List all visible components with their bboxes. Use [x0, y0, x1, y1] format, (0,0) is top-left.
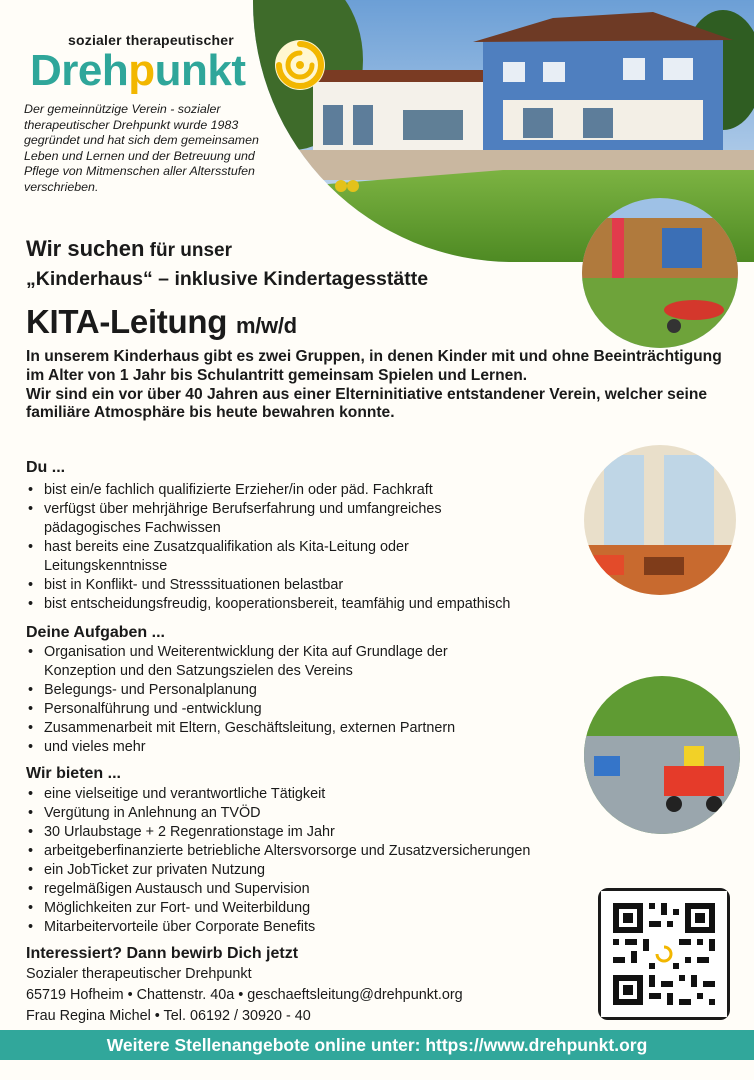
list-item: • bist entscheidungsfreudig, kooperationsbereit, teamfähig und empathisch — [26, 595, 654, 614]
description-paragraph: In unserem Kinderhaus gibt es zwei Gruppen, in denen Kinder mit und ohne Beeinträchtigung im Alter von 1 Jahr bis Schulantritt gemeinsam Spielen und Lernen. — [26, 348, 722, 384]
list-item: • Möglichkeiten zur Fort- und Weiterbildung — [26, 899, 666, 918]
list-item: • Mitarbeitervorteile über Corporate Benefits — [26, 918, 666, 937]
section-title-du: Du ... — [26, 459, 66, 476]
position-title: KITA-Leitung m/w/d — [26, 303, 297, 340]
contact-address[interactable]: 65719 Hofheim • Chattenstr. 40a • geschaeftsleitung@drehpunkt.org — [26, 987, 463, 1003]
list-bieten — [26, 785, 666, 937]
list-item: • eine vielseitige und verantwortliche Tätigkeit — [26, 785, 666, 804]
list-item: • arbeitgeberfinanzierte betriebliche Altersvorsorge und Zusatzversicherungen — [26, 842, 666, 861]
logo-tagline: sozialer therapeutischer — [68, 32, 234, 48]
contact-org: Sozialer therapeutischer Drehpunkt — [26, 966, 252, 982]
list-item: • Zusammenarbeit mit Eltern, Geschäftsleitung, externen Partnern — [26, 719, 586, 738]
contact-headline: Interessiert? Dann bewirb Dich jetzt — [26, 945, 299, 962]
headline-kinderhaus: „Kinderhaus“ – inklusive Kindertagesstätte — [26, 268, 429, 290]
logo-swirl-icon — [272, 38, 328, 92]
list-aufgaben — [26, 643, 586, 757]
description-paragraph: Wir sind ein vor über 40 Jahren aus einer Elterninitiative entstandener Verein, welcher seine familiäre Atmosphäre bis heute bewahren konnte. — [26, 385, 708, 422]
list-item: • Organisation und Weiterentwicklung der Kita auf Grundlage der Konzeption und den Satzungszielen des Vereins — [26, 643, 514, 681]
list-item: • Belegungs- und Personalplanung — [26, 681, 586, 700]
contact-person: Frau Regina Michel • Tel. 06192 / 30920 - 40 — [26, 1008, 311, 1024]
list-du — [26, 481, 586, 614]
list-item: • bist in Konflikt- und Stresssituationen belastbar — [26, 576, 586, 595]
list-item: • und vieles mehr — [26, 738, 586, 757]
list-item: • verfügst über mehrjährige Berufserfahrung und umfangreiches pädagogisches Fachwissen — [26, 500, 534, 538]
playground-photo — [582, 198, 738, 348]
intro-text: Der gemeinnützige Verein - sozialer therapeutischer Drehpunkt wurde 1983 gegründet und hat sich dem gemeinsamen Leben und Lernen und der Betreuung und Pflege von Mitmenschen aller Altersstufen verschrieben. — [24, 102, 259, 194]
section-title-aufgaben: Deine Aufgaben ... — [26, 624, 165, 641]
list-item: • Personalführung und -entwicklung — [26, 700, 586, 719]
list-item: • regelmäßigen Austausch und Supervision — [26, 880, 666, 899]
section-title-bieten: Wir bieten ... — [26, 765, 121, 782]
list-item: • bist ein/e fachlich qualifizierte Erzieher/in oder päd. Fachkraft — [26, 481, 586, 500]
contact-block — [26, 943, 463, 1027]
list-item: • 30 Urlaubstage + 2 Regenrationstage im Jahr — [26, 823, 666, 842]
list-item: • ein JobTicket zur privaten Nutzung — [26, 861, 666, 880]
list-item: • hast bereits eine Zusatzqualifikation als Kita-Leitung oder Leitungskenntnisse — [26, 538, 464, 576]
footer-banner[interactable]: Weitere Stellenangebote online unter: https://www.drehpunkt.org — [0, 1030, 754, 1060]
interior-photo — [584, 445, 736, 595]
logo-wordmark: Drehpunkt — [30, 46, 246, 95]
description — [26, 348, 726, 423]
list-item: • Vergütung in Anlehnung an TVÖD — [26, 804, 666, 823]
qr-code[interactable] — [598, 888, 730, 1020]
headline-search: Wir suchen für unser — [26, 236, 233, 261]
